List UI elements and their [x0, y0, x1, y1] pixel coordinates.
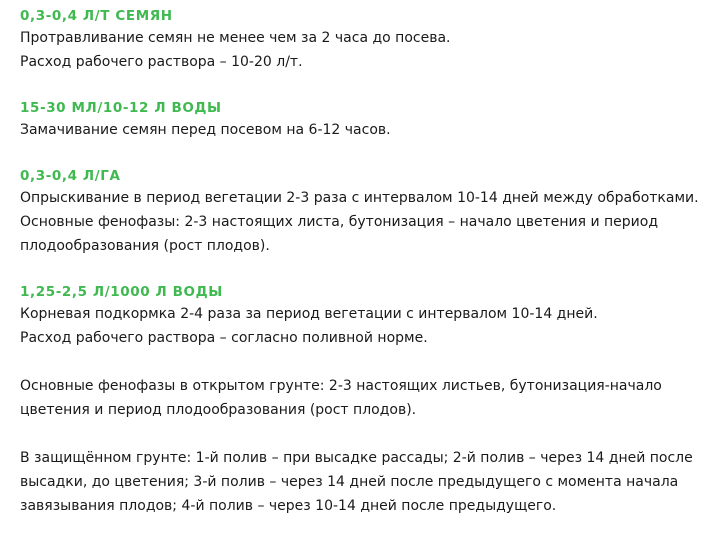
text-line: Опрыскивание в период вегетации 2-3 раза с интервалом 10-14 дней между обработками. [20, 190, 699, 206]
text-line: цветения и период плодообразования (рост плодов). [20, 402, 417, 418]
text-line: плодообразования (рост плодов). [20, 238, 270, 254]
text-line: Основные фенофазы: 2-3 настоящих листа, бутонизация – начало цветения и период [20, 214, 659, 230]
section-spraying [20, 166, 706, 258]
text-line: высадки, до цветения; 3-й полив – через 14 дней после предыдущего с момента начала [20, 474, 679, 490]
text-line: Протравливание семян не менее чем за 2 часа до посева. [20, 30, 451, 46]
text-line: Расход рабочего раствора – 10-20 л/т. [20, 54, 303, 70]
section-heading: 0,3-0,4 Л/ГА [20, 168, 121, 184]
section-heading: 0,3-0,4 Л/Т СЕМЯН [20, 8, 173, 24]
section-heading: 15-30 МЛ/10-12 Л ВОДЫ [20, 100, 222, 116]
text-line: Основные фенофазы в открытом грунте: 2-3 настоящих листьев, бутонизация-начало [20, 378, 662, 394]
section-seed-soaking [20, 98, 706, 142]
text-line: Замачивание семян перед посевом на 6-12 часов. [20, 122, 391, 138]
text-line: Корневая подкормка 2-4 раза за период вегетации с интервалом 10-14 дней. [20, 306, 598, 322]
instructions-document [20, 6, 706, 518]
text-line: Расход рабочего раствора – согласно поливной норме. [20, 330, 428, 346]
section-root-feeding [20, 282, 706, 518]
section-heading: 1,25-2,5 Л/1000 Л ВОДЫ [20, 284, 223, 300]
text-line: завязывания плодов; 4-й полив – через 10-14 дней после предыдущего. [20, 498, 557, 514]
section-seed-treatment [20, 6, 706, 74]
text-line: В защищённом грунте: 1-й полив – при высадке рассады; 2-й полив – через 14 дней после [20, 450, 693, 466]
